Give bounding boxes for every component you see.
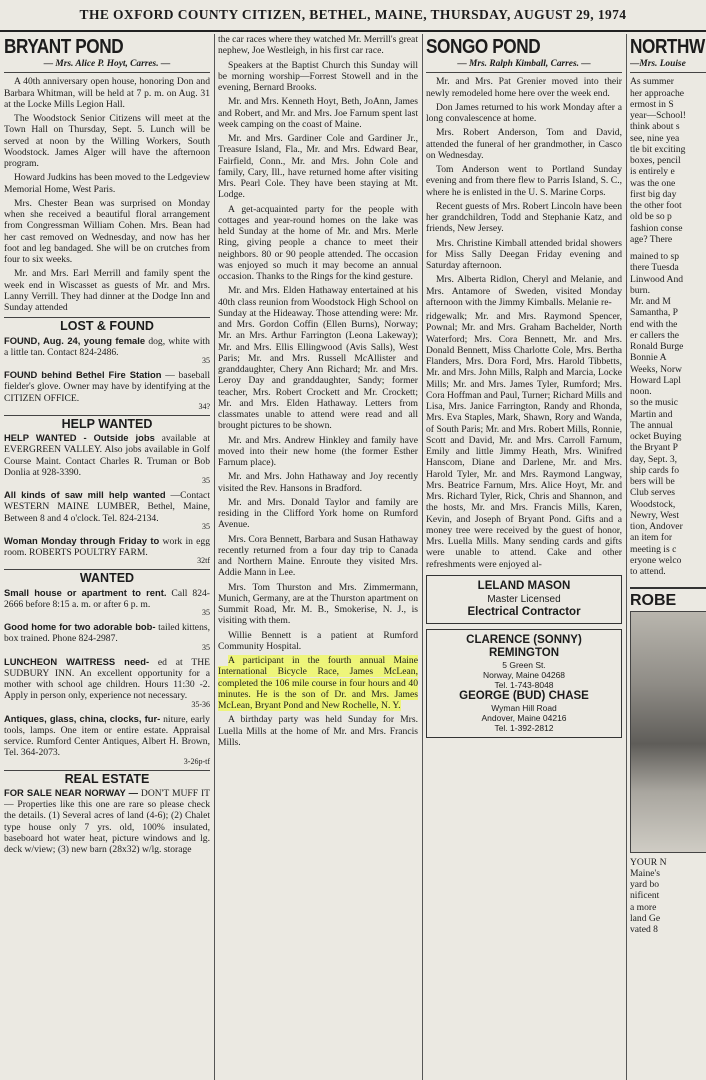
truncated-text-line: Maine's (630, 867, 660, 879)
ad-line: Tel. 1-743-8048 (494, 679, 554, 690)
section-heading-songo-pond: SONGO POND (426, 36, 541, 58)
truncated-text-line: burn. (630, 284, 650, 296)
news-paragraph: The Woodstock Senior Citizens will meet at the Town Hall on Thursday, Sept. 5. Lunch will be served at noon by the Willing Workers, South Woodstock. James Alger will have the afternoon program. (4, 113, 210, 169)
truncated-text-line: land Ge (630, 912, 661, 924)
truncated-text-line: think about s (630, 121, 680, 133)
truncated-text-line: fashion conse (630, 222, 683, 234)
truncated-text-line: tion, Andover (630, 521, 683, 532)
truncated-text-line: yard bo (630, 879, 660, 890)
classified-ad: Woman Monday through Friday to work in egg room. ROBERTS POULTRY FARM. 32tf (4, 534, 211, 566)
truncated-text-line: first big day (630, 188, 677, 200)
truncated-text-line: boxes, pencil (630, 155, 681, 166)
masthead: THE OXFORD COUNTY CITIZEN, BETHEL, MAINE, THURSDAY, AUGUST 29, 1974 (0, 0, 706, 32)
ad-leland-mason (426, 575, 622, 624)
news-paragraph: A birthday party was held Sunday for Mrs. Luella Mills at the home of Mr. and Mrs. Francis Mills. (218, 714, 418, 748)
column-songo-pond (426, 34, 627, 1080)
truncated-text-block (630, 857, 706, 936)
ad-heading-truncated: ROBE (630, 587, 706, 606)
section-heading-bryant-pond: BRYANT POND (4, 36, 124, 58)
truncated-text-line: is entirely e (630, 166, 675, 178)
classified-heading-help-wanted: HELP WANTED (4, 415, 210, 430)
classified-ad: All kinds of saw mill help wanted —Contact WESTERN MAINE LUMBER, Bethel, Maine, Between 8 and 4 o'clock. Tel. 824-2134. 35 (4, 489, 210, 531)
truncated-text-line: to attend. (630, 566, 666, 577)
news-paragraph: A get-acquainted party for the people with cottages and year-round homes on the lake was held Sunday at the home of Mr. and Mrs. Merle Ring, giving people a chance to meet their neighbors. 80 or 90 people attended. The occasion was enjoyed so much it may become an annual occasion. Thanks to the Rings for the kind gesture. (218, 203, 418, 282)
column-northwest-cutoff (630, 34, 706, 1080)
news-paragraph: Mr. and Mrs. Donald Taylor and family are residing in the Clifford York home on Rumford Avenue. (218, 496, 418, 531)
truncated-text-line: Bonnie A (630, 352, 667, 364)
news-paragraph: Mrs. Christine Kimball attended bridal showers for Miss Sally Deegan Friday evening and Saturday afternoon. (426, 237, 622, 271)
truncated-text-line: her approache (630, 87, 685, 99)
truncated-text-line: see, nine yea (630, 132, 680, 144)
ad-remington-chase (426, 629, 622, 738)
news-paragraph: Mrs. Cora Bennett, Barbara and Susan Hathaway recently returned from a four day trip to Canada and Northern Maine. Enroute they visited Mrs. Addie Mann in Lee. (218, 533, 418, 579)
truncated-text-line: mained to sp (630, 251, 680, 262)
truncated-text-line: Weeks, Norw (630, 363, 682, 375)
news-paragraph: ridgewalk; Mr. and Mrs. Raymond Spencer, Pownal; Mr. and Mrs. Graham Bachelder, North Waterford; Mrs. Cora Bennett, Mr. and Mrs. Donald Bennett, Miss Charlotte Cole, Mrs. Bertha Flanders, Mrs. Dora Ford, Mrs. Harold Tibbetts, Mr. and Mrs. John Mills, Ralph and Marcia, Locke Mills; Mr. and Mrs. James Tyler, Rumford; Mrs. Cora Hoffman and Paul, Turner; Richard Mills and Lisa, Mrs. Janice Farrington, Randy and Rhonda, Mrs. Eva Staples, Mark, Shawn, Rory and Wanda, of South Paris; Mr. and Mrs. Robert Mills, Ronnie, Scott and David, Mr. and Mrs. Carroll Farnum, Emily and little Jimmy Heath, Mrs. Winifred Hanscom, Diane and Darlene, Mr. and Mrs. Harold Tyler, Mr. and Mrs. Raymond Langway, Mrs. Beatrice Farnum, Mrs. Alice Hoyt, Mr. and Mrs. Richard Tyler, Rick, Chris and Shannon, and the hosts, Mr. and Mrs. Francis Mills, Karen, Kevin, and Joseph of Bryant Pond. Gifts and a money tree were received by the guest of honor, Mrs. Luella Mills. Many sending cards and gifts were unable to attend. Cake and other refreshments were enjoyed al- (426, 311, 622, 570)
classified-ad: HELP WANTED - Outside jobs available at EVERGREEN VALLEY. Also jobs available in Golf Course Maint. Contact Charles R. Truman or Bob Donlia at 928-3390. 35 (4, 432, 210, 485)
truncated-text-line: the Bryant P (630, 442, 678, 454)
truncated-text-line: was the one (630, 177, 676, 189)
truncated-text-line: eryone welco (630, 554, 682, 566)
truncated-text-line: Samantha, P (630, 307, 678, 319)
truncated-text-line: there Tuesda (630, 262, 679, 274)
truncated-text-line: age? There (630, 233, 673, 245)
news-paragraph: Mrs. Robert Anderson, Tom and David, attended the funeral of her grandmother, in Casco on Wednesday. (426, 127, 622, 161)
news-paragraph: Speakers at the Baptist Church this Sunday will be morning worship—Forrest Stowell and in the evening, Bernard Brooks. (218, 59, 418, 93)
news-paragraph: the car races where they watched Mr. Merrill's great nephew, Joe Westleigh, in his first car race. (218, 34, 418, 57)
house-photo (630, 611, 706, 853)
truncated-text-line: day, Sept. 3, (630, 453, 678, 465)
ad-line: Wyman Hill Road (491, 702, 557, 713)
ad-line: Master Licensed (487, 593, 561, 605)
truncated-text-line: noon. (630, 386, 652, 397)
truncated-text-line: ship cards fo (630, 464, 680, 476)
news-paragraph: A 40th anniversary open house, honoring Don and Barbara Whitman, will be held at 7 p. m. on Aug. 31 at the Locke Mills Legion Hall. (4, 76, 210, 110)
truncated-text-line: Martin and (630, 408, 673, 420)
news-paragraph: Mr. and Mrs. Kenneth Hoyt, Beth, JoAnn, James and Robert, and Mr. and Mrs. Joe Farnum spent last week camping on the coast of Maine. (218, 96, 418, 130)
news-paragraph: Mr. and Mrs. Andrew Hinkley and family have moved into their new home (the former Esther Farnum place). (218, 434, 418, 468)
truncated-text-line: Club serves (630, 487, 676, 499)
truncated-text-block (630, 76, 706, 245)
ad-name: LELAND MASON (477, 579, 571, 592)
truncated-text-line: The annual (630, 419, 673, 431)
section-heading-northwest: NORTHW (630, 36, 705, 58)
byline: — Mrs. Alice P. Hoyt, Carres. — (4, 59, 210, 73)
truncated-text-line: meeting is c (630, 543, 677, 555)
news-paragraph: Mr. and Mrs. Pat Grenier moved into their newly remodeled home here over the week end. (426, 76, 622, 99)
truncated-text-line: bers will be (630, 476, 675, 487)
truncated-text-line: end with the (630, 318, 678, 330)
classified-ad: Small house or apartment to rent. Call 824-2666 before 8:15 a. m. or after 6 p. m. 35 (4, 586, 210, 617)
classified-ad: Antiques, glass, china, clocks, fur- niture, early tools, lamps. One item or entire estate. Appraisal service. Rumford Center Antiques, Albert H. Brown, Tel. 364-2073. 3-26p-tf (4, 712, 210, 766)
highlighted-paragraph (218, 655, 418, 711)
truncated-text-line: ocket Buying (630, 431, 682, 442)
ad-name: CLARENCE (SONNY) REMINGTON (466, 633, 582, 659)
classified-heading-lost-found: LOST & FOUND (4, 317, 210, 332)
classified-heading-real-estate: REAL ESTATE (4, 770, 210, 785)
news-paragraph: Mrs. Tom Thurston and Mrs. Zimmermann, Munich, Germany, are at the Thurston apartment on Summit Road, Mr. M. B., Smokerise, N. J., is visiting with them. (218, 581, 418, 627)
truncated-text-line: a more (630, 901, 657, 913)
column-bryant-pond-continued (218, 34, 423, 1080)
truncated-text-line: an item for (630, 532, 673, 544)
news-paragraph: Mr. and Mrs. Elden Hathaway entertained at his 40th class reunion from Woodstock High School on Sunday at the Hideaway. Those attending were: Mr. and Mrs. Gordon Coffin (Ellen Burns), Norway; Mr. an Mrs. Arthur Farrington (Leona Lakeway); Mr. and Mrs. Ellis Ellingwood (Avis Salls), West Paris; Mr. and Mrs. Russell McAllister and granddaughter, Chery Ann Richard; Mr. and Mrs. Leroy Day and granddaughter, Sandy; former teacher, Mrs. Robert Crockett and Mr. Crockett; Mr. and Mrs. Elden Hathaway. Letters from classmates unable to attend were read and all brought pictures to be shown. (218, 285, 418, 432)
classified-ad: Good home for two adorable bob- tailed kittens, box trained. Phone 824-2987. 35 (4, 621, 210, 652)
classified-ad: FOUND, Aug. 24, young female dog, white with a little tan. Contact 824-2486. 35 (4, 334, 210, 365)
truncated-text-line: the other foot (630, 200, 682, 211)
truncated-text-line: tle bit exciting (630, 143, 686, 155)
byline: —Mrs. Louise (630, 59, 706, 73)
news-paragraph: Mr. and Mrs. Earl Merrill and family spent the week end in Wiscasset as guests of Mr. and Mrs. Lanny Verrill. They had dinner at the Dodge Inn and Sunday attended (4, 268, 210, 313)
news-paragraph: Tom Anderson went to Portland Sunday evening and from there flew to Parris Island, S. C., where he is enlisted in the U. S. Marine Corps. (426, 164, 622, 198)
news-paragraph: Mrs. Alberta Ridlon, Cheryl and Melanie, and Mrs. Antamore of Sweden, visited Monday afternoon with the Jimmy Kimballs. Melanie re- (426, 274, 622, 308)
classified-ad: LUNCHEON WAITRESS need- ed at THE SUDBURY INN. An excellent opportunity for a mother with school age children. Hours 11:30 -2. Apply in person only, experience not necessary. 35-36 (4, 655, 210, 709)
truncated-text-line: nificent (630, 890, 660, 902)
news-paragraph: Recent guests of Mrs. Robert Lincoln have been her grandchildren, Todd and Stephanie Katz, and friends, New Jersey. (426, 200, 622, 235)
truncated-text-block (630, 251, 706, 577)
highlight-marker: A participant in the fourth annual Maine International Bicycle Race, James McLean, completed the 106 mile course in four hours and 40 minutes. He is the son of Dr. and Mrs. James McLean, Bryant Pond and New Rochelle, N. Y. (218, 655, 418, 711)
ad-line: 5 Green St. (502, 659, 546, 670)
truncated-text-line: Woodstock, (630, 498, 676, 510)
truncated-text-line: er callers the (630, 329, 680, 341)
truncated-text-line: YOUR N (630, 856, 667, 868)
column-bryant-pond (4, 34, 215, 1080)
truncated-text-line: Ronald Burge (630, 341, 684, 352)
byline: — Mrs. Ralph Kimball, Carres. — (426, 59, 622, 73)
truncated-text-line: so the music (630, 397, 678, 409)
truncated-text-line: Howard Lapl (630, 374, 681, 386)
truncated-text-line: vated 8 (630, 924, 658, 935)
truncated-text-line: year—School! (630, 110, 686, 121)
ad-line: Electrical Contractor (467, 605, 581, 618)
truncated-text-line: old be so p (630, 211, 672, 223)
classified-ad: FOR SALE NEAR NORWAY — DON'T MUFF IT — Properties like this one are rare so please check the details. (1) Several acres of land (4-6); (2) Chalet type house only 7 yrs. old, 100% insulated, baseboard hot water heat, picture windows and lg. deck w/view; (3) new barn (28x32) w/lg. storage (4, 786, 211, 855)
ad-line: Tel. 1-392-2812 (494, 722, 554, 733)
news-paragraph: Mr. and Mrs. Gardiner Cole and Gardiner Jr., Treasure Island, Fla., Mr. and Mrs. Edward Bear, Fairfield, Conn., Mr. and Mrs. John Cole and family, Cary, Ill., have returned home after visiting Mrs. Pearl Cole. They have been staying at Mt. Lodge. (218, 133, 418, 201)
truncated-text-line: Newry, West (630, 509, 680, 521)
classified-ad: FOUND behind Bethel Fire Station — baseball fielder's glove. Owner may have by identifying at the CITIZEN OFFICE. 34? (4, 369, 210, 411)
truncated-text-line: Mr. and M (630, 296, 671, 307)
truncated-text-line: ermost in S (630, 98, 674, 110)
news-paragraph: Mr. and Mrs. John Hathaway and Joy recently visited the Rev. Hansons in Bradford. (218, 471, 418, 494)
truncated-text-line: As summer (630, 76, 674, 88)
news-paragraph: Mrs. Chester Bean was surprised on Monday when she received a beautiful floral arrangement from Congressman William Cohen. Mrs. Bean had her cast removed on Wednesday, and now has her foot and leg bandaged. She will be on crutches from four to six weeks. (4, 197, 210, 265)
ad-line: Andover, Maine 04216 (481, 712, 567, 723)
classified-heading-wanted: WANTED (4, 569, 210, 584)
truncated-text-line: Linwood And (630, 273, 684, 285)
ad-name: GEORGE (BUD) CHASE (459, 689, 589, 702)
ad-line: Norway, Maine 04268 (482, 669, 566, 680)
news-paragraph: Don James returned to his work Monday after a long convalescence at home. (426, 101, 622, 124)
news-paragraph: Willie Bennett is a patient at Rumford Community Hospital. (218, 629, 418, 652)
news-paragraph: Howard Judkins has been moved to the Ledgeview Memorial Home, West Paris. (4, 172, 210, 195)
